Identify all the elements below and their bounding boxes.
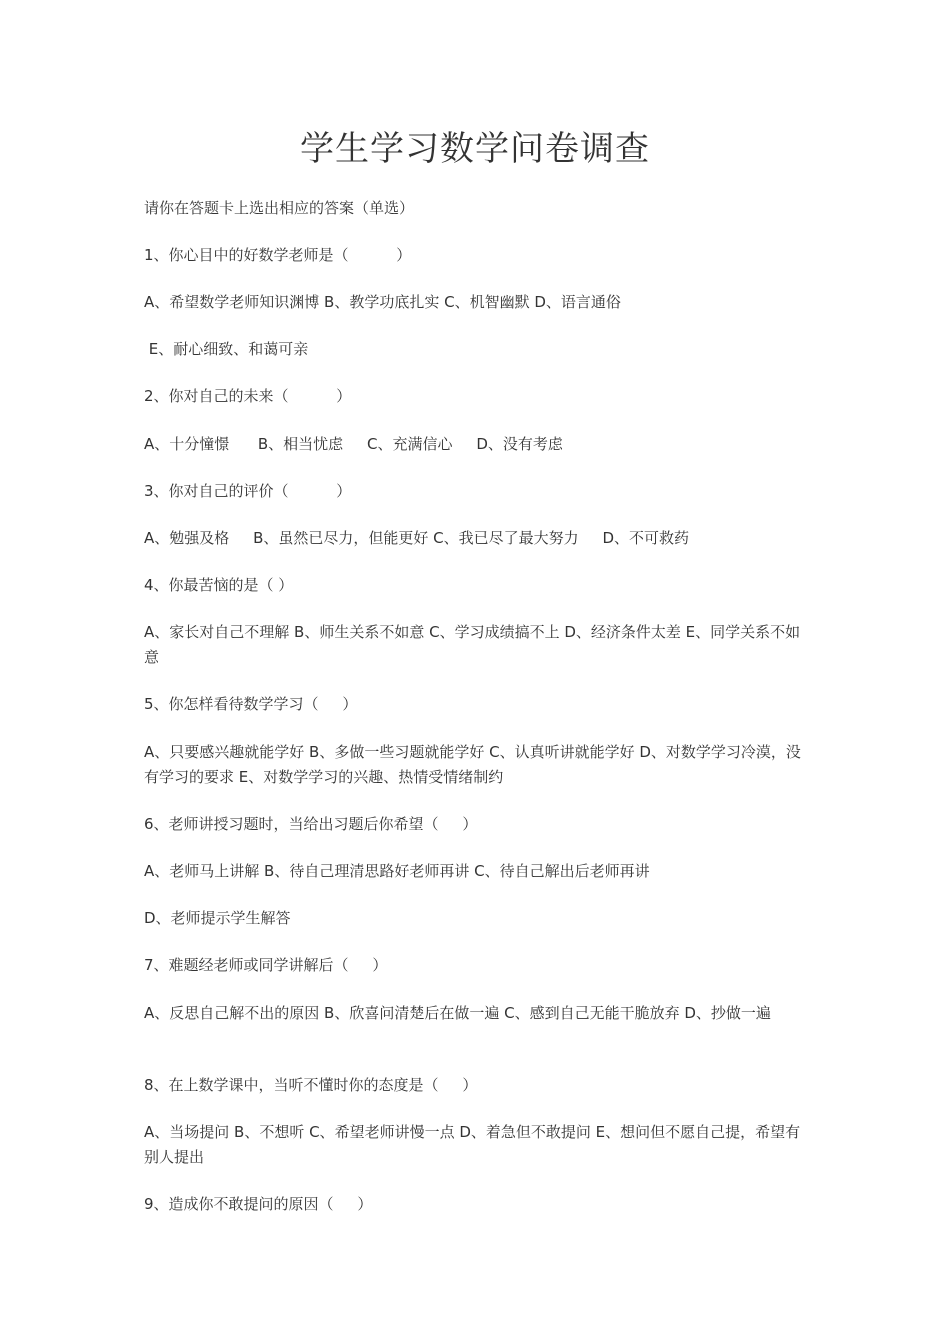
document-title: 学生学习数学问卷调查 <box>300 129 650 169</box>
question-3: 3、你对自己的评价（ ） <box>144 482 352 500</box>
question-1-options-continued: E、耐心细致、和蔼可亲 <box>144 340 309 358</box>
question-1-options: A、希望数学老师知识渊博 B、教学功底扎实 C、机智幽默 D、语言通俗 <box>144 293 621 311</box>
question-4-options: A、家长对自己不理解 B、师生关系不如意 C、学习成绩搞不上 D、经济条件太差 E、同学关系不如意 <box>144 623 801 666</box>
question-1: 1、你心目中的好数学老师是（ ） <box>144 246 412 264</box>
question-6-options: A、老师马上讲解 B、待自己理清思路好老师再讲 C、待自己解出后老师再讲 <box>144 862 650 880</box>
question-8: 8、在上数学课中，当听不懂时你的态度是（ ） <box>144 1076 478 1094</box>
question-6: 6、老师讲授习题时，当给出习题后你希望（ ） <box>144 815 478 833</box>
instruction-text: 请你在答题卡上选出相应的答案（单选） <box>144 199 415 217</box>
question-4: 4、你最苦恼的是（ ） <box>144 576 294 594</box>
question-5-options: A、只要感兴趣就能学好 B、多做一些习题就能学好 C、认真听讲就能学好 D、对数学学习冷漠，没有学习的要求 E、对数学学习的兴趣、热情受情绪制约 <box>144 743 801 786</box>
question-2-options: A、十分憧憬 B、相当忧虑 C、充满信心 D、没有考虑 <box>144 435 563 453</box>
question-5: 5、你怎样看待数学学习（ ） <box>144 695 358 713</box>
question-3-options: A、勉强及格 B、虽然已尽力，但能更好 C、我已尽了最大努力 D、不可救药 <box>144 529 690 547</box>
question-2: 2、你对自己的未来（ ） <box>144 387 352 405</box>
question-7: 7、难题经老师或同学讲解后（ ） <box>144 956 388 974</box>
question-7-options: A、反思自己解不出的原因 B、欣喜问清楚后在做一遍 C、感到自己无能干脆放弃 D、抄做一遍 <box>144 1004 771 1022</box>
question-8-options: A、当场提问 B、不想听 C、希望老师讲慢一点 D、着急但不敢提问 E、想问但不愿自己提，希望有别人提出 <box>144 1123 801 1166</box>
question-6-options-continued: D、老师提示学生解答 <box>144 909 291 927</box>
question-9: 9、造成你不敢提问的原因（ ） <box>144 1195 373 1213</box>
